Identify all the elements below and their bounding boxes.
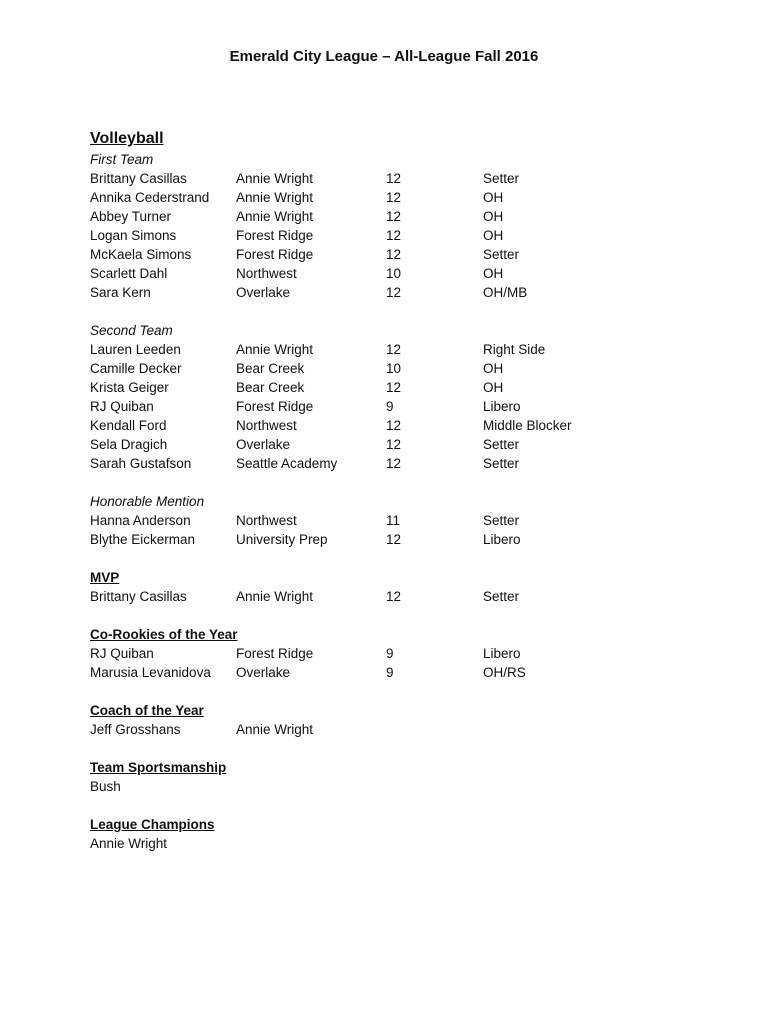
player-grade: 12 (386, 171, 402, 186)
player-position: Setter (483, 456, 520, 471)
team-row (90, 834, 730, 853)
player-position: OH (483, 361, 504, 376)
player-grade: 9 (386, 646, 394, 661)
player-grade: 12 (386, 285, 402, 300)
player-position: OH (483, 228, 504, 243)
coach-school: Annie Wright (236, 722, 314, 737)
player-name: RJ Quiban (90, 646, 154, 661)
player-row (90, 587, 730, 606)
player-school: Annie Wright (236, 190, 314, 205)
player-row (90, 454, 730, 473)
player-school: Annie Wright (236, 589, 314, 604)
player-name: Brittany Casillas (90, 171, 187, 186)
player-row (90, 378, 730, 397)
player-position: Setter (483, 171, 520, 186)
player-school: Forest Ridge (236, 646, 314, 661)
player-grade: 11 (386, 513, 401, 528)
player-row (90, 530, 730, 549)
first-team-heading: First Team (90, 152, 154, 167)
co-rookies-heading: Co-Rookies of the Year (90, 627, 238, 642)
player-name: RJ Quiban (90, 399, 154, 414)
mvp-heading: MVP (90, 570, 120, 585)
player-school: Overlake (236, 285, 291, 300)
player-grade: 9 (386, 665, 394, 680)
team-name: Bush (90, 779, 121, 794)
document-title: Emerald City League – All-League Fall 2016 (229, 48, 539, 65)
player-position: Setter (483, 437, 520, 452)
player-school: Seattle Academy (236, 456, 338, 471)
player-school: Bear Creek (236, 380, 305, 395)
player-grade: 10 (386, 266, 402, 281)
player-name: Blythe Eickerman (90, 532, 196, 547)
player-row (90, 663, 730, 682)
player-school: Northwest (236, 513, 297, 528)
honorable-mention-section (90, 492, 730, 549)
coach-of-year-heading: Coach of the Year (90, 703, 204, 718)
player-name: Krista Geiger (90, 380, 169, 395)
player-school: Annie Wright (236, 342, 314, 357)
player-name: Brittany Casillas (90, 589, 187, 604)
player-position: Setter (483, 247, 520, 262)
player-name: McKaela Simons (90, 247, 192, 262)
player-grade: 12 (386, 209, 402, 224)
player-name: Lauren Leeden (90, 342, 181, 357)
player-row (90, 416, 730, 435)
player-school: Annie Wright (236, 171, 314, 186)
player-name: Scarlett Dahl (90, 266, 168, 281)
player-position: Libero (483, 646, 521, 661)
team-name: Annie Wright (90, 836, 168, 851)
player-position: OH/MB (483, 285, 528, 300)
player-grade: 12 (386, 456, 402, 471)
player-name: Sara Kern (90, 285, 151, 300)
player-name: Annika Cederstrand (90, 190, 210, 205)
player-name: Hanna Anderson (90, 513, 191, 528)
player-grade: 12 (386, 380, 402, 395)
player-school: Annie Wright (236, 209, 314, 224)
player-row (90, 264, 730, 283)
player-position: Middle Blocker (483, 418, 572, 433)
player-name: Sela Dragich (90, 437, 168, 452)
player-grade: 12 (386, 190, 402, 205)
player-position: OH (483, 190, 504, 205)
co-rookies-section (90, 625, 730, 682)
player-row (90, 207, 730, 226)
player-name: Marusia Levanidova (90, 665, 211, 680)
league-champions-heading: League Champions (90, 817, 215, 832)
player-row (90, 435, 730, 454)
coach-row (90, 720, 730, 739)
first-team-section (90, 150, 730, 302)
player-school: University Prep (236, 532, 328, 547)
player-name: Camille Decker (90, 361, 182, 376)
player-grade: 12 (386, 437, 402, 452)
coach-name: Jeff Grosshans (90, 722, 181, 737)
mvp-section (90, 568, 730, 606)
player-row (90, 283, 730, 302)
team-sportsmanship-heading: Team Sportsmanship (90, 760, 227, 775)
player-row (90, 245, 730, 264)
player-row (90, 226, 730, 245)
player-name: Sarah Gustafson (90, 456, 192, 471)
player-name: Kendall Ford (90, 418, 167, 433)
second-team-section (90, 321, 730, 473)
player-grade: 12 (386, 589, 402, 604)
player-grade: 9 (386, 399, 394, 414)
player-position: OH (483, 380, 504, 395)
player-position: Libero (483, 532, 521, 547)
player-grade: 12 (386, 532, 402, 547)
player-position: OH (483, 209, 504, 224)
honorable-mention-heading: Honorable Mention (90, 494, 205, 509)
player-position: Setter (483, 513, 520, 528)
player-school: Forest Ridge (236, 247, 314, 262)
player-row (90, 169, 730, 188)
player-position: Right Side (483, 342, 546, 357)
league-champions-section (90, 815, 730, 853)
player-grade: 12 (386, 228, 402, 243)
player-position: Libero (483, 399, 521, 414)
player-row (90, 359, 730, 378)
player-grade: 12 (386, 418, 402, 433)
player-grade: 10 (386, 361, 402, 376)
team-row (90, 777, 730, 796)
player-school: Bear Creek (236, 361, 305, 376)
player-school: Northwest (236, 266, 297, 281)
player-position: OH (483, 266, 504, 281)
sport-heading: Volleyball (90, 130, 164, 147)
player-position: Setter (483, 589, 520, 604)
player-name: Logan Simons (90, 228, 177, 243)
player-grade: 12 (386, 342, 402, 357)
player-row (90, 188, 730, 207)
player-school: Forest Ridge (236, 228, 314, 243)
player-grade: 12 (386, 247, 402, 262)
player-school: Northwest (236, 418, 297, 433)
player-row (90, 397, 730, 416)
player-position: OH/RS (483, 665, 526, 680)
second-team-heading: Second Team (90, 323, 173, 338)
player-school: Overlake (236, 665, 291, 680)
team-sportsmanship-section (90, 758, 730, 796)
player-name: Abbey Turner (90, 209, 172, 224)
player-school: Overlake (236, 437, 291, 452)
player-row (90, 644, 730, 663)
coach-of-year-section (90, 701, 730, 739)
document-content (90, 128, 730, 872)
player-row (90, 511, 730, 530)
player-row (90, 340, 730, 359)
player-school: Forest Ridge (236, 399, 314, 414)
